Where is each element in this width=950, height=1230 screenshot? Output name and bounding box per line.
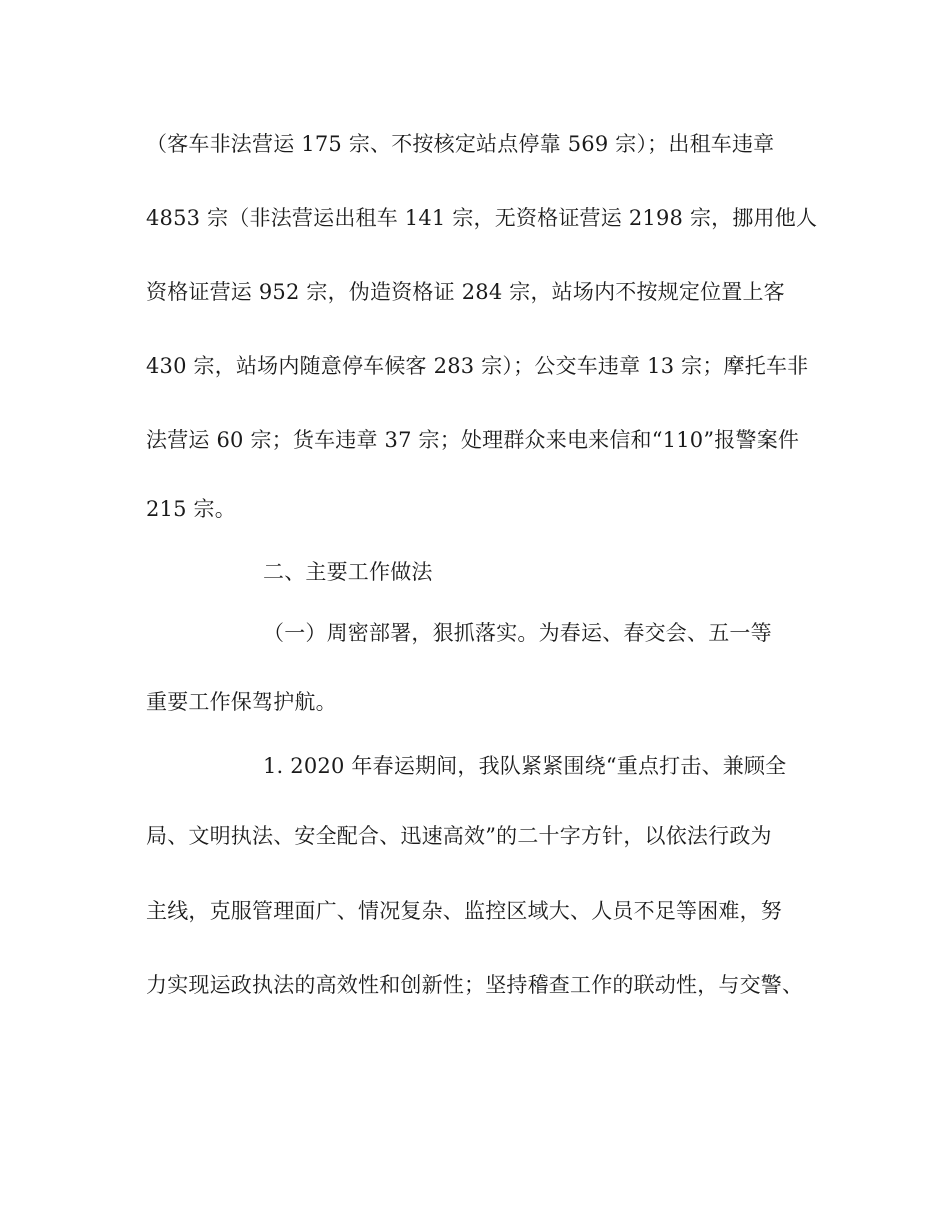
paragraph-line: 重要工作保驾护航。 xyxy=(146,690,337,714)
list-item-start: 1. 2020 年春运期间，我队紧紧围绕“重点打击、兼顾全 xyxy=(263,754,787,778)
section-heading: 二、主要工作做法 xyxy=(263,560,433,584)
paragraph-line: 430 宗，站场内随意停车候客 283 宗）；公交车违章 13 宗；摩托车非 xyxy=(146,354,809,378)
paragraph-line: 215 宗。 xyxy=(146,497,236,521)
paragraph-line: 4853 宗（非法营运出租车 141 宗，无资格证营运 2198 宗，挪用他人 xyxy=(146,206,818,230)
paragraph-line: 法营运 60 宗；货车违章 37 宗；处理群众来电来信和“110”报警案件 xyxy=(146,428,800,452)
paragraph-line: （客车非法营运 175 宗、不按核定站点停靠 569 宗）；出租车违章 xyxy=(146,132,775,156)
subsection-heading: （一）周密部署，狠抓落实。为春运、春交会、五一等 xyxy=(263,621,772,645)
paragraph-line: 资格证营运 952 宗，伪造资格证 284 宗，站场内不按规定位置上客 xyxy=(146,280,785,304)
paragraph-line: 力实现运政执法的高效性和创新性；坚持稽查工作的联动性，与交警、 xyxy=(146,973,804,997)
paragraph-line: 主线，克服管理面广、情况复杂、监控区域大、人员不足等困难，努 xyxy=(146,899,782,923)
paragraph-line: 局、文明执法、安全配合、迅速高效”的二十字方针，以依法行政为 xyxy=(146,824,772,848)
